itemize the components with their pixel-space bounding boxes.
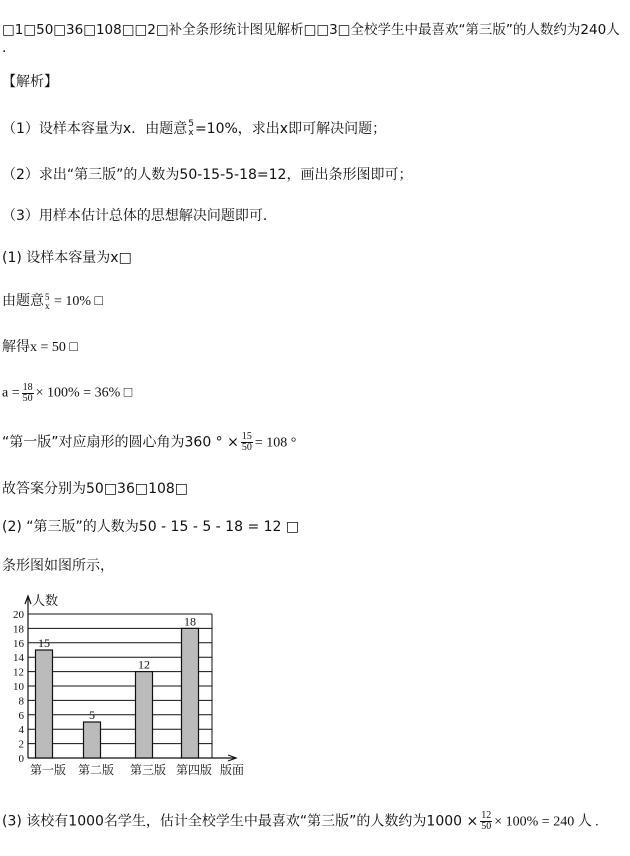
solution-9: (3) 该校有1000名学生，估计全校学生中最喜欢“第三版”的人数约为1000 × $\frac{12}{50}$ × 100% = 240 人 .: [2, 810, 599, 832]
fraction: 5 x: [188, 119, 194, 138]
solution-6: 故答案分别为50□36□108□: [2, 481, 189, 497]
y-tick-label: 2: [18, 738, 24, 751]
bar: [84, 722, 101, 758]
bar-value-label: 5: [89, 708, 95, 722]
analysis-step-3: （3）用样本估计总体的思想解决问题即可．: [2, 208, 277, 224]
fraction: 5 x: [45, 291, 50, 311]
bar: [136, 672, 153, 758]
solution-2: 由题意 5 x = 10% □: [2, 291, 104, 311]
analysis-step-1: （1）设样本容量为x．由题意 5 x =10%，求出x即可解决问题；: [2, 119, 387, 138]
y-axis-label: 人数: [32, 594, 59, 609]
y-tick-label: 12: [13, 666, 24, 679]
analysis-step-2: （2）求出“第三版”的人数为50-15-5-18=12，画出条形图即可；: [2, 167, 413, 183]
fraction: $\frac{18}{50}$: [22, 382, 33, 404]
analysis-title: 【解析】: [2, 74, 58, 90]
y-tick-label: 8: [18, 695, 24, 708]
y-tick-label: 20: [13, 609, 24, 621]
x-category-label: 第四版: [175, 763, 213, 777]
answer-text: □1□50□36□108□□2□补全条形统计图见解析□□3□全校学生中最喜欢“第三版”的人数约为240人: [2, 22, 620, 38]
y-tick-label: 0: [18, 753, 24, 765]
bar-value-label: 12: [138, 657, 150, 672]
solution-3: 解得x = 50 □: [2, 340, 78, 355]
y-tick-label: 16: [13, 637, 24, 650]
x-category-label: 第二版: [77, 763, 115, 777]
solution-5: “第一版”对应扇形的圆心角为360 ° × $\frac{15}{50}$ = 108 °: [2, 431, 297, 453]
solution-4: a = $\frac{18}{50}$ × 100% = 36% □: [2, 382, 133, 404]
answer-line: [2, 20, 620, 40]
bar-value-label: 18: [184, 614, 196, 629]
solution-7: (2) “第三版”的人数为50 - 15 - 5 - 18 = 12 □: [2, 519, 300, 535]
bar-chart: [0, 590, 270, 785]
bar-value-label: 15: [38, 636, 50, 650]
bar: [182, 628, 199, 758]
y-tick-label: 14: [13, 652, 24, 665]
x-category-label: 第三版: [129, 763, 167, 777]
bar: [36, 650, 53, 758]
answer-tail: .: [2, 40, 7, 56]
solution-8: 条形图如图所示，: [2, 558, 114, 574]
fraction: $\frac{12}{50}$: [481, 810, 492, 832]
y-tick-label: 6: [18, 709, 24, 722]
solution-1: (1) 设样本容量为x□: [2, 250, 132, 266]
y-tick-label: 4: [18, 724, 24, 737]
x-axis-label: 版面: [220, 763, 245, 777]
y-tick-label: 18: [13, 623, 24, 636]
x-category-label: 第一版: [29, 763, 67, 777]
y-tick-label: 10: [13, 681, 24, 693]
fraction: $\frac{15}{50}$: [241, 431, 252, 453]
